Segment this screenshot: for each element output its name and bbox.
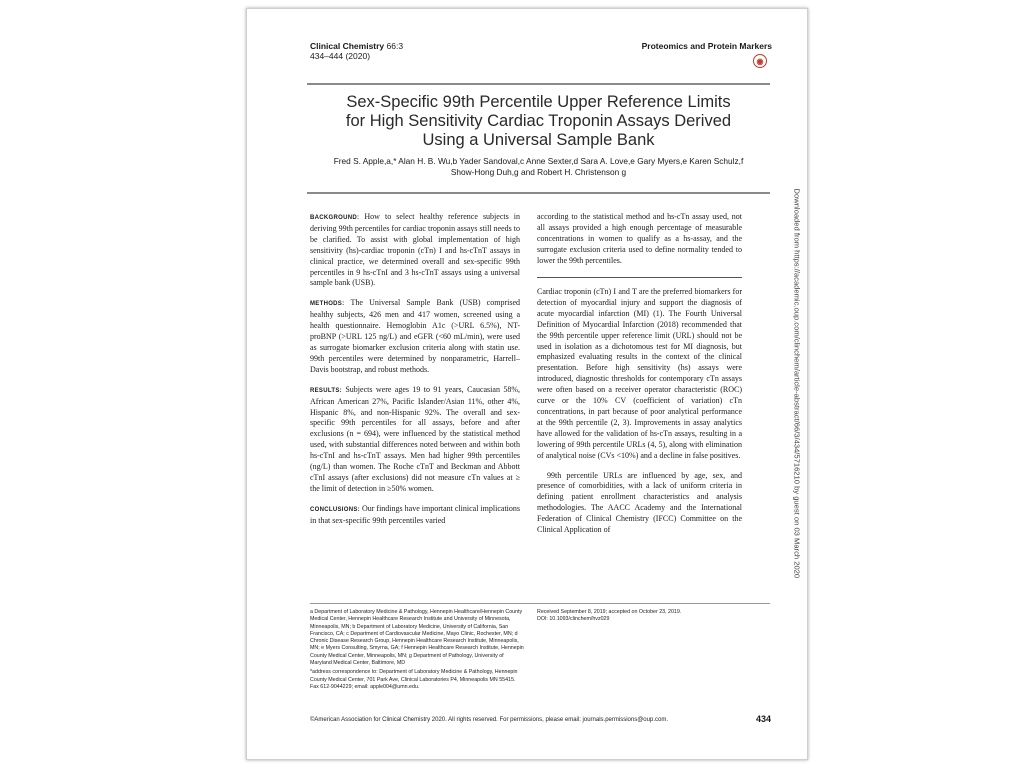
body-paragraph: Cardiac troponin (cTn) I and T are the preferred biomarkers for detection of myocardial injury and support the diagnosis of acute myocardial infarction (MI) (1). The Fourth Universal Definition of Myocardial Infarction (2018) recommended that the 99th percentile upper reference limit (URL) should not be used in isolation as a dichotomous test for MI diagnosis, but emphasized evaluating results in the context of the clinical presentation. Before high sensitivity (hs) assays were introduced, diagnostic thresholds for contemporary cTn assays were often based on a receiver operator characteristic (ROC) curve or the 10% CV (coefficient of variation) cTn concentrations, in part because of poor analytical performance at the 99th percentile (2, 3). Improvements in assay analytics have allowed for the validation of hs-cTn assays, resulting in a lowering of 99th percentile URLs (4, 5), along with elimination of analytical noise (CVs <10%) and a decline in false positives. <box>537 287 742 460</box>
background-label: BACKGROUND: <box>310 215 360 221</box>
results-label: RESULTS: <box>310 387 342 394</box>
download-note-text: Downloaded from https://academic.oup.com/clinchem/article-abstract/66/3/434/5716210 by guest on 03 March 2020 <box>792 188 802 579</box>
affiliations-footnote <box>310 609 525 691</box>
abstract-conclusions <box>310 504 520 527</box>
authors-line: Show-Hong Duh,g and Robert H. Christenson g <box>450 167 627 177</box>
page-number: 434 <box>755 714 771 724</box>
article-page <box>246 8 808 760</box>
received-footnote <box>537 609 737 624</box>
abstract-background <box>310 212 520 289</box>
body-column <box>537 287 742 545</box>
abstract-results <box>310 385 520 495</box>
title-line: Sex-Specific 99th Percentile Upper Reference Limits <box>346 93 731 111</box>
author-list <box>307 156 770 178</box>
abstract-left-column <box>310 212 520 536</box>
title-line: Using a Universal Sample Bank <box>422 131 655 149</box>
article-title <box>307 93 770 150</box>
copyright-footer: ©American Association for Clinical Chemistry 2020. All rights reserved. For permissions, please email: journals.permissions@oup.com. <box>310 717 668 723</box>
section-name: Proteomics and Protein Markers <box>641 41 772 51</box>
abstract-continued <box>537 212 742 276</box>
journal-citation <box>310 41 403 61</box>
title-rule-bottom <box>307 192 770 194</box>
title-rule-top <box>307 83 770 85</box>
journal-volume: 66:3 <box>386 41 404 51</box>
affiliations-text: a Department of Laboratory Medicine & Pathology, Hennepin Healthcare/Hennepin County Medical Center, Hennepin Healthcare Research Institute and University of Minnesota, Minneapolis, MN; b Department of Laboratory Medicine, University of California, San Francisco, CA; c Department of Cardiovascular Medicine, Mayo Clinic, Rochester, MN; d Chronic Disease Research Group, Hennepin Healthcare Research Institute, Minneapolis, MN; e Myers Consulting, Smyrna, GA; f Hennepin Healthcare Research Institute, Hennepin County Medical Center, Minneapolis, MN; g Department of Pathology, University of Maryland Medical Center, Baltimore, MD <box>310 609 524 667</box>
journal-name: Clinical Chemistry <box>310 41 385 51</box>
authors-line: Fred S. Apple,a,* Alan H. B. Wu,b Yader Sandoval,c Anne Sexter,d Sara A. Love,e Gary Myers,e Karen Schulz,f <box>333 156 744 166</box>
abstract-methods <box>310 298 520 375</box>
received-text: Received September 8, 2019; accepted on October 23, 2019. <box>537 609 682 615</box>
results-text: Subjects were ages 19 to 91 years, Caucasian 58%, African American 27%, Pacific Islander/Asian 11%, other 4%, Hispanic 8%, and non-Hispanic 92%. The overall and sex-specific 99th percentiles for all assays, before and after exclusions (n = 694), were influenced by the statistical method used, with substantial differences noted between and within both hs-cTnI and hs-cTnT assays. Men had higher 99th percentiles (ng/L) than women. The Roche cTnT and Beckman and Abbott cTnI assays (after exclusions) did not measure cTn values at ≥ the limit of detection in ≥50% women. <box>310 384 520 493</box>
conclusions-continued: according to the statistical method and hs-cTn assay used, not all assays provided a high enough percentage of measurable concentrations in women to qualify as a hs-assay, and the surrogate exclusion criteria used to define normality tended to lower the 99th percentiles. <box>537 212 742 265</box>
methods-label: METHODS: <box>310 301 345 308</box>
title-line: for High Sensitivity Cardiac Troponin Assays Derived <box>345 112 732 130</box>
doi-text: DOI: 10.1093/clinchem/hvz029 <box>537 616 610 623</box>
conclusions-text: Our findings have important clinical implications in that sex-specific 99th percentiles varied <box>310 503 520 525</box>
open-access-icon: ◉ <box>753 54 767 68</box>
conclusions-label: CONCLUSIONS: <box>310 506 360 513</box>
body-paragraph: 99th percentile URLs are influenced by age, sex, and presence of comorbidities, with a lack of uniform criteria in defining patient enrollment characteristics and analysis methodologies. The AACC Academy and the International Federation of Clinical Chemistry (IFCC) Committee on the Clinical Application of <box>537 470 742 535</box>
download-note <box>792 184 802 584</box>
methods-text: The Universal Sample Bank (USB) comprised healthy subjects, 426 men and 417 women, screened using a health questionnaire. Hemoglobin A1c (>URL 6.5%), NT-proBNP (>URL 125 ng/L) and eGFR (<60 mL/min), were used as surrogate biomarker exclusion criteria along with statin use. 99th percentiles were determined by nonparametric, Harrell–Davis bootstrap, and robust methods. <box>310 298 521 374</box>
correspondence-text: *address correspondence to: Department of Laboratory Medicine & Pathology, Hennepin County Medical Center, 701 Park Ave, Clinical Laboratories P4, Minneapolis MN 55415. Fax 612-9044229; email: apple004@umn.edu. <box>310 669 518 690</box>
journal-pages: 434–444 (2020) <box>310 51 371 61</box>
footnote-divider <box>310 603 770 604</box>
background-text: How to select healthy reference subjects in deriving 99th percentiles for cardiac troponin assays still needs to be clarified. To assist with global implementation of high sensitivity (hs)-cardiac troponin (cTn) I and hs-cTnT assays in clinical practice, we determined overall and sex-specific 99th percentiles in 9 hs-cTnI and 3 hs-cTnT assays using a universal sample bank (USB). <box>310 212 520 288</box>
abstract-divider <box>537 277 742 278</box>
